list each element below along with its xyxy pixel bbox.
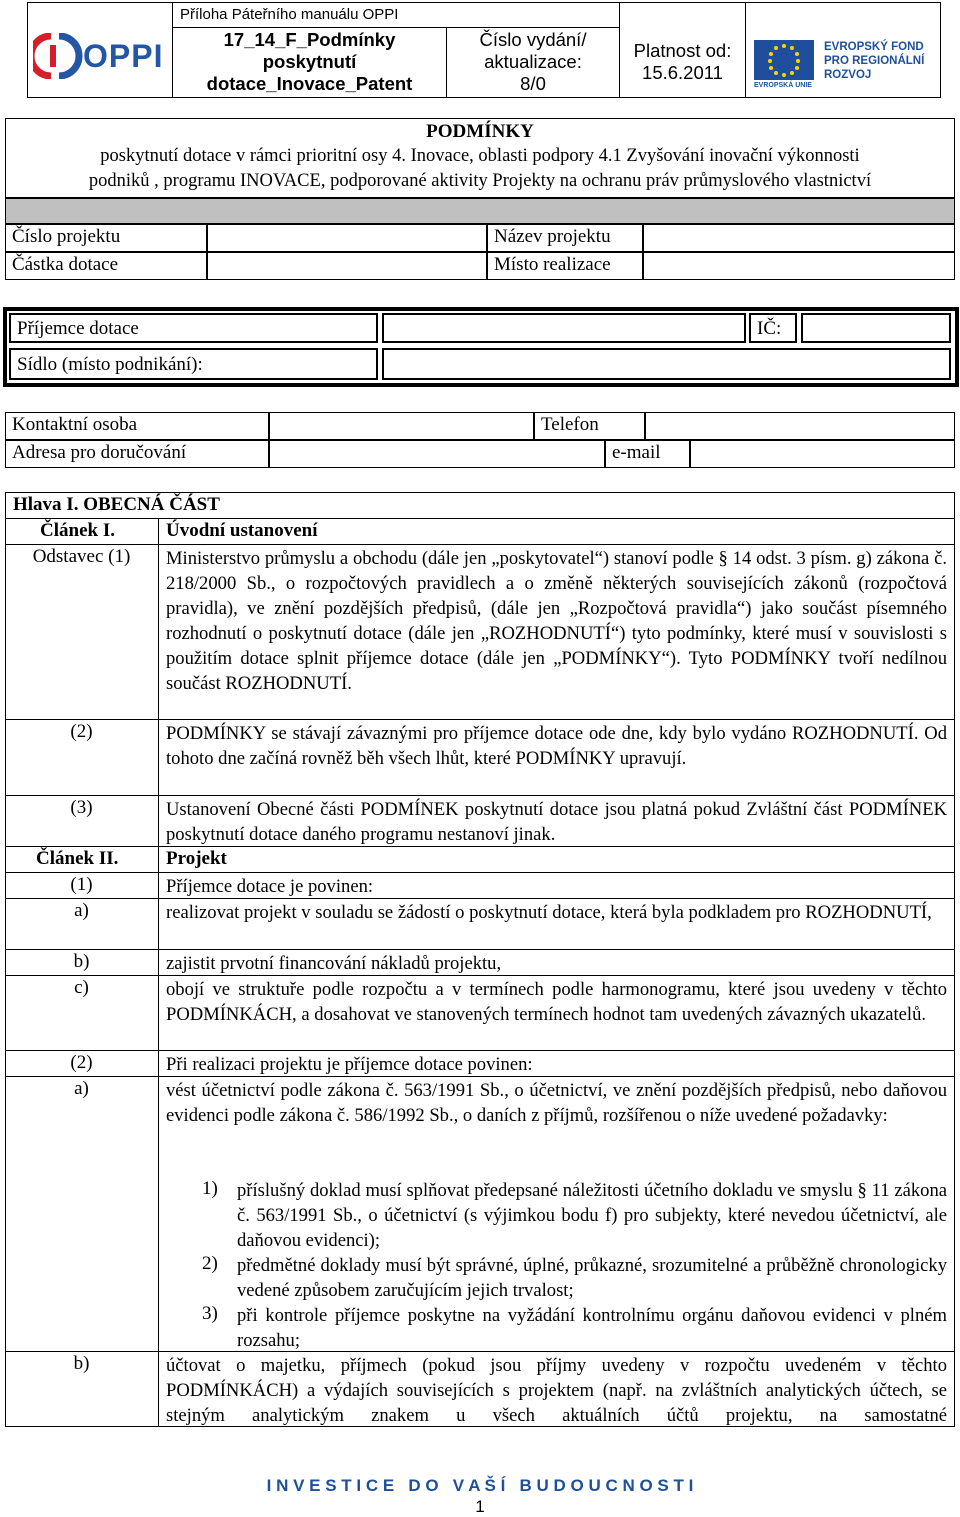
numbered-item-label: 1)	[202, 1178, 218, 1199]
item-label: b)	[73, 951, 90, 972]
project-name-label: Název projektu	[487, 224, 643, 252]
header-appendix: Příloha Páteřního manuálu OPPI	[180, 6, 399, 23]
recipient-label: Příjemce dotace	[9, 313, 378, 343]
numbered-item-label: 2)	[202, 1253, 218, 1274]
doc-code-line: dotace_Inovace_Patent	[206, 73, 413, 94]
phone-label: Telefon	[534, 412, 645, 440]
eu-fund-line: PRO REGIONÁLNÍ	[824, 55, 925, 67]
hlava-heading: Hlava I. OBECNÁ ČÁST	[13, 494, 220, 515]
seat-field[interactable]	[382, 348, 951, 380]
grant-amount-label: Částka dotace	[5, 252, 207, 280]
eu-union-text: EVROPSKÁ UNIE	[754, 82, 812, 89]
phone-field[interactable]	[645, 412, 955, 440]
paragraph-text: Při realizaci projektu je příjemce dotace povinen:	[166, 1054, 533, 1075]
grant-amount-field[interactable]	[207, 252, 487, 280]
item-text: obojí ve struktuře podle rozpočtu a v termínech podle harmonogramu, které jsou uvedeny v těchto PODMÍNKÁCH, a dosahovat ve stanovených termínech hodnot tam uvedených závazných ukazatelů.	[166, 979, 947, 1025]
title-line: podniků , programu INOVACE, podporované aktivity Projekty na ochranu práv průmyslového vlastnictví	[88, 171, 872, 191]
eu-fund-line: ROZVOJ	[824, 69, 872, 81]
address-label: Adresa pro doručování	[5, 440, 269, 468]
title-line: poskytnutí dotace v rámci prioritní osy 4. Inovace, oblasti podpory 4.1 Zvyšování inovační výkonnosti	[100, 146, 860, 166]
edition-value: 8/0	[520, 73, 546, 94]
paragraph-label: (2)	[70, 1052, 93, 1073]
oppi-logo-text: OPPI	[83, 38, 164, 74]
item-text: účtovat o majetku, příjmech (pokud jsou příjmy uvedeny v rozpočtu uvedeném v těchto PODMÍNKÁCH) a výdajích souvisejících s projektem (např. na zvláštních analytických účtech, se stejným analytickým znakem u všech aktuálních účtů projektu, na samostatné	[166, 1355, 947, 1426]
header-edition	[447, 29, 619, 95]
item-label: a)	[74, 1078, 89, 1099]
item-label: c)	[74, 977, 89, 998]
eu-logo	[752, 38, 938, 92]
valid-value: 15.6.2011	[642, 62, 723, 83]
paragraph-text: Příjemce dotace je povinen:	[166, 876, 374, 897]
seat-label: Sídlo (místo podnikání):	[9, 348, 378, 380]
numbered-item-text: předmětné doklady musí být správné, úplné, průkazné, srozumitelné a průběžně chronologicky vedené způsobem zaručujícím jejich trvalost;	[237, 1255, 947, 1301]
paragraph-label: (1)	[70, 874, 93, 895]
doc-code-line: 17_14_F_Podmínky	[223, 29, 396, 50]
location-label: Místo realizace	[487, 252, 643, 280]
doc-code-line: poskytnutí	[262, 51, 357, 72]
header-document-code	[173, 29, 446, 95]
contact-person-label: Kontaktní osoba	[5, 412, 269, 440]
article-2-title: Projekt	[166, 848, 227, 869]
item-text: realizovat projekt v souladu se žádostí o poskytnutí dotace, která byla podkladem pro ROZHODNUTÍ,	[166, 902, 932, 923]
oppi-logo	[33, 33, 163, 79]
eu-fund-line: EVROPSKÝ FOND	[824, 41, 924, 53]
edition-label: Číslo vydání/	[479, 29, 587, 50]
numbered-item-text: při kontrole příjemce poskytne na vyžádání kontrolnímu orgánu daňovou evidenci v plném rozsahu;	[237, 1305, 947, 1351]
ic-label: IČ:	[749, 313, 797, 343]
recipient-field[interactable]	[382, 313, 746, 343]
location-field[interactable]	[643, 252, 955, 280]
article-1-title: Úvodní ustanovení	[166, 520, 318, 541]
footer-slogan: I N V E S T I C E D O V A Š Í B U D O U C N O S T I	[266, 1476, 694, 1495]
email-field[interactable]	[690, 440, 955, 468]
document-title: PODMÍNKY	[426, 121, 534, 142]
address-field[interactable]	[269, 440, 605, 468]
article-1-label: Článek I.	[40, 520, 115, 541]
valid-label: Platnost od:	[633, 40, 732, 61]
grey-separator-bar	[5, 198, 955, 224]
item-label: b)	[73, 1353, 90, 1374]
project-number-field[interactable]	[207, 224, 487, 252]
item-text: vést účetnictví podle zákona č. 563/1991 Sb., o účetnictví, ve znění pozdějších předpisů, nebo daňovou evidenci podle zákona č. 586/1992 Sb., o daních z příjmů, rozšířenou o níže uvedené požadavky:	[166, 1080, 947, 1126]
project-name-field[interactable]	[643, 224, 955, 252]
email-label: e-mail	[605, 440, 690, 468]
paragraph-label: (3)	[70, 797, 93, 818]
numbered-item-text: příslušný doklad musí splňovat předepsané náležitosti účetního dokladu ve smyslu § 11 zákona č. 563/1991 Sb., o účetnictví (s výjimkou bodu f) pro subjekty, které nevedou účetnictví, ale daňovou evidenci);	[237, 1180, 947, 1251]
project-number-label: Číslo projektu	[5, 224, 207, 252]
numbered-item-label: 3)	[202, 1303, 218, 1324]
item-label: a)	[74, 900, 89, 921]
article-2-label: Článek II.	[36, 848, 119, 869]
ic-field[interactable]	[801, 313, 951, 343]
contact-person-field[interactable]	[269, 412, 534, 440]
paragraph-label: Odstavec (1)	[32, 546, 131, 567]
edition-label: aktualizace:	[484, 51, 582, 72]
paragraph-text: Ministerstvo průmyslu a obchodu (dále jen „poskytovatel“) stanoví podle § 14 odst. 3 písm. g) zákona č. 218/2000 Sb., o rozpočtových pravidlech a o změně některých souvisejících zákonů (rozpočtová pravidla), ve znění pozdějších předpisů, (dále jen „Rozpočtová pravidla“) jako součást písemného rozhodnutí o poskytnutí dotace (dále jen „ROZHODNUTÍ“) tyto podmínky, které musí v souvislosti s použitím dotace splnit příjemce dotace (dále jen „PODMÍNKY“). Tyto PODMÍNKY tvoří nedílnou součást ROZHODNUTÍ.	[166, 548, 947, 694]
item-text: zajistit prvotní financování nákladů projektu,	[166, 953, 502, 974]
header-validity	[620, 40, 745, 84]
paragraph-label: (2)	[70, 721, 93, 742]
page-number: 1	[475, 1497, 485, 1516]
paragraph-text: Ustanovení Obecné části PODMÍNEK poskytnutí dotace jsou platná pokud Zvláštní část PODMÍNEK poskytnutí dotace daného programu nestanoví jinak.	[166, 799, 947, 845]
paragraph-text: PODMÍNKY se stávají závaznými pro příjemce dotace ode dne, kdy bylo vydáno ROZHODNUTÍ. Od tohoto dne začíná rovněž běh všech lhůt, které PODMÍNKY upravují.	[166, 723, 947, 769]
eu-fund-text	[824, 40, 924, 82]
